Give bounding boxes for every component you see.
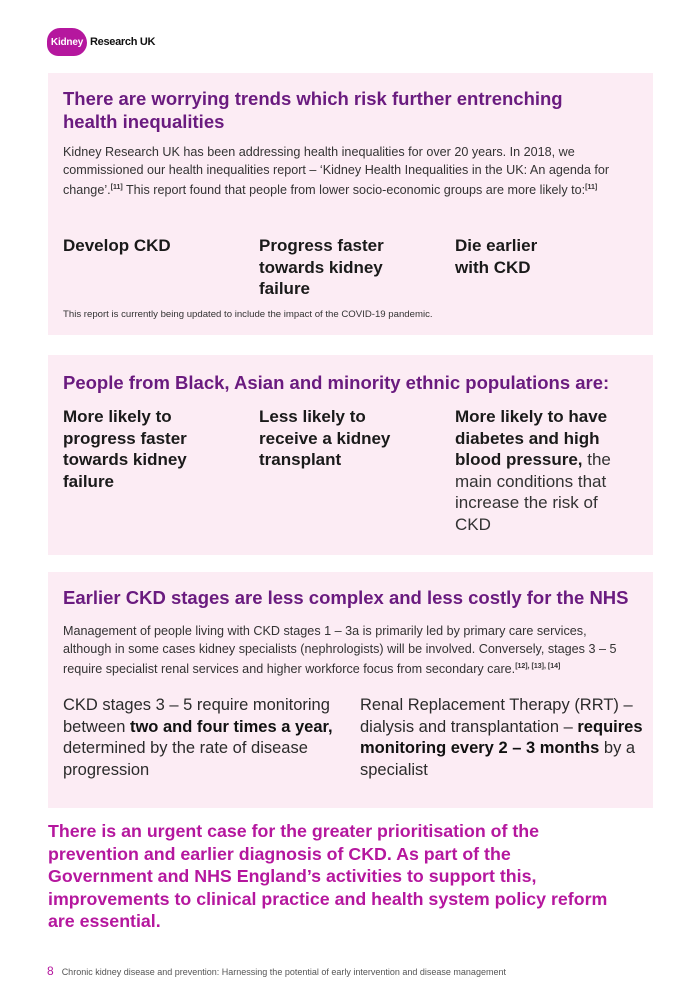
ckd-stages-panel (48, 572, 653, 808)
finding-item: More likely to progress faster towards kidney failure (63, 407, 187, 491)
reference-sup: [12], [13], [14] (515, 663, 561, 671)
page-number: 8 (47, 964, 54, 978)
reference-sup: [11] (110, 184, 123, 192)
outcome-item: Progress faster towards kidney failure (259, 236, 384, 298)
panel-body: Management of people living with CKD stages 1 – 3a is primarily led by primary care services, although in some cases kidney specialists (nephrologists) will be involved. Conversely, stages 3 – 5 require specialist renal services and higher workforce focus from secondary care.[12], [13], [14] (63, 624, 617, 677)
panel-title: Earlier CKD stages are less complex and less costly for the NHS (63, 587, 629, 608)
page-footer (47, 964, 506, 978)
panel-title: People from Black, Asian and minority ethnic populations are: (63, 372, 610, 393)
finding-item: More likely to have diabetes and high blood pressure, the main conditions that increase the risk of CKD (455, 407, 611, 534)
reference-sup: [11] (585, 184, 598, 192)
logo-text: Research UK (90, 36, 156, 48)
outcome-item: Die earlier with CKD (455, 236, 538, 277)
rrt-monitoring: Renal Replacement Therapy (RRT) – dialysis and transplantation – requires monitoring every 2 – 3 months by a specialist (360, 696, 643, 779)
outcome-item: Develop CKD (63, 236, 171, 255)
panel-body: Kidney Research UK has been addressing health inequalities for over 20 years. In 2018, we commissioned our health inequalities report – ‘Kidney Health Inequalities in the UK: An agenda for change’.[11] This report found that people from lower socio-economic groups are more likely to:[11] (63, 145, 610, 198)
kidney-research-uk-logo (47, 27, 155, 57)
update-note: This report is currently being updated to include the impact of the COVID-19 pandemic. (63, 309, 433, 320)
footer-text: Chronic kidney disease and prevention: Harnessing the potential of early intervention and disease management (61, 967, 506, 977)
panel-title: There are worrying trends which risk further entrenching health inequalities (63, 88, 563, 132)
finding-item: Less likely to receive a kidney transplant (259, 407, 391, 469)
closing-statement: There is an urgent case for the greater prioritisation of the prevention and earlier diagnosis of CKD. As part of the Government and NHS England’s activities to support this, improvements to clinical practice and health system policy reform are essential. (48, 821, 608, 931)
ethnic-populations-panel (48, 355, 653, 555)
logo-mark: Kidney (47, 28, 87, 56)
health-inequalities-panel (48, 73, 653, 335)
ckd-stages-monitoring: CKD stages 3 – 5 require monitoring between two and four times a year, determined by the rate of disease progression (63, 696, 333, 779)
